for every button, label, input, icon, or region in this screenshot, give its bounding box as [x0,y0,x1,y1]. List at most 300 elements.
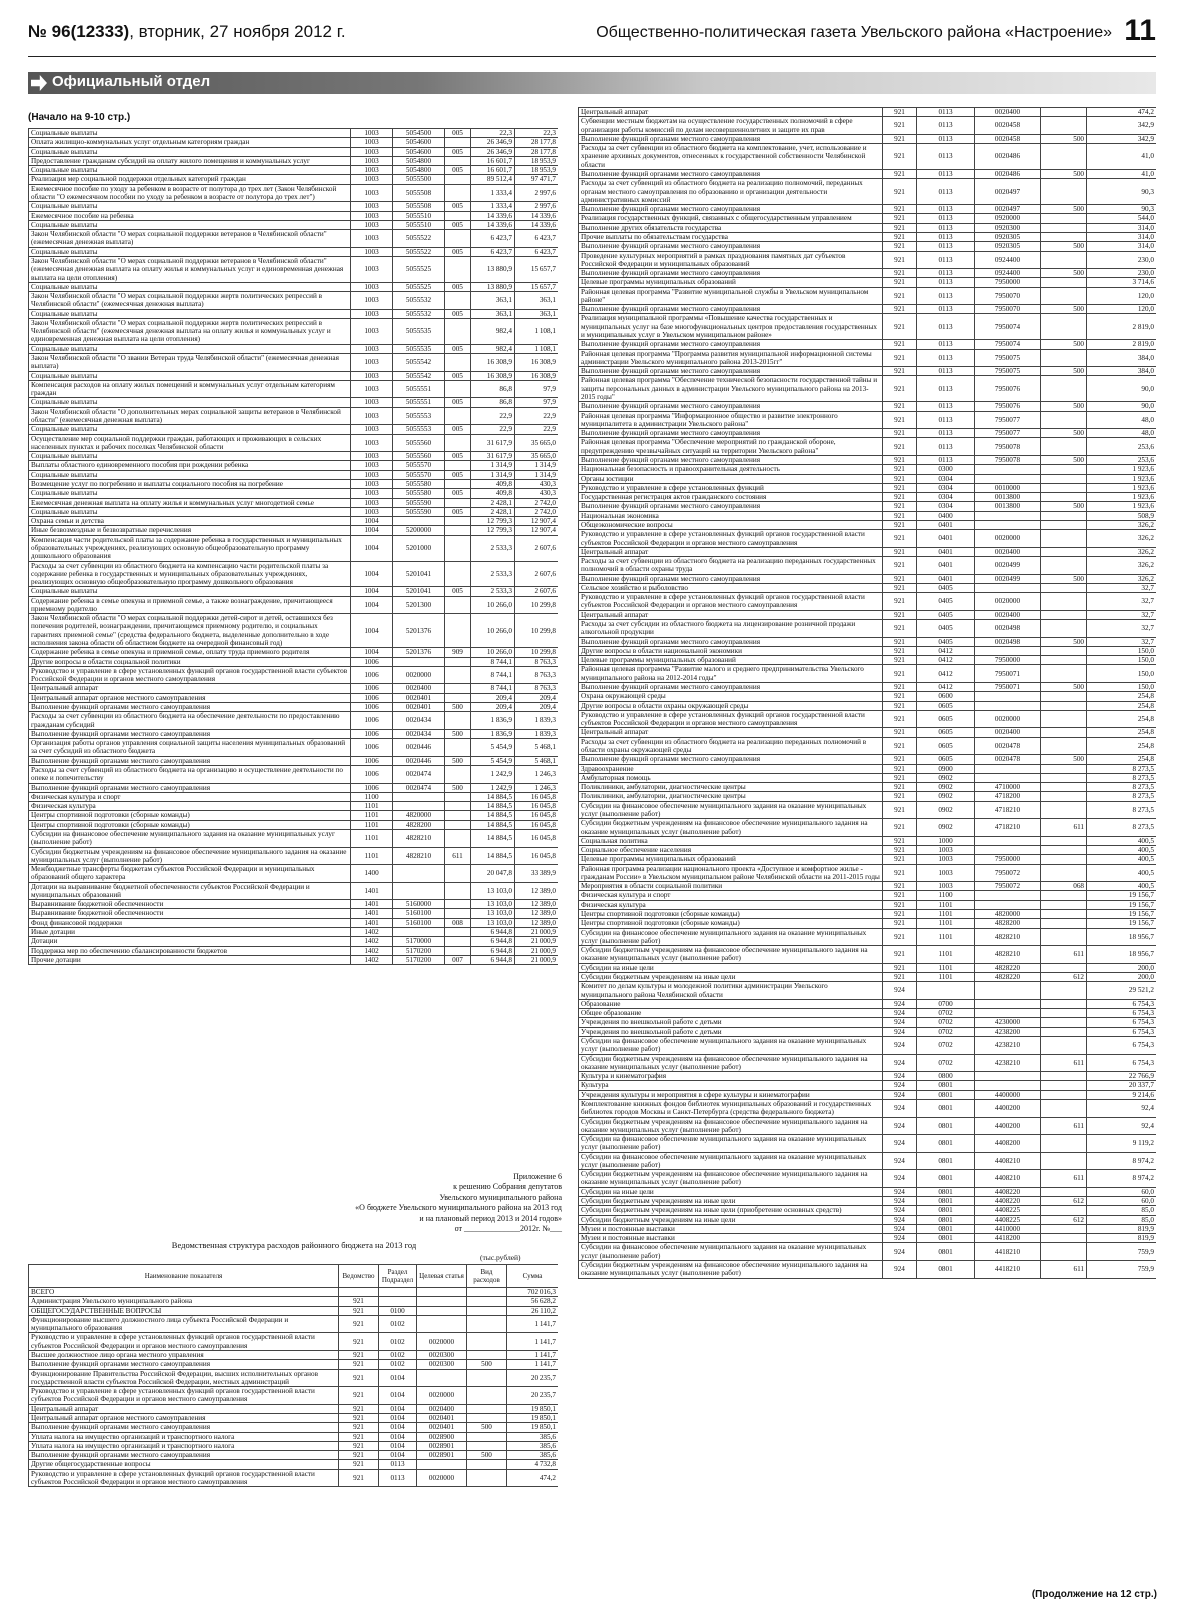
row-label: Образование [579,999,883,1008]
row-cell: 005 [445,398,471,407]
row-cell: 409,8 [471,479,515,488]
row-cell: 1100 [917,891,975,900]
row-cell: 924 [883,1054,917,1072]
row-cell: 12 907,4 [515,526,559,535]
row-cell: 31 617,9 [471,434,515,452]
row-label: Поликлиники, амбулатории, диагностические центры [579,783,883,792]
row-label: Поддержка мер по обеспечению сбалансированности бюджетов [29,946,351,955]
row-cell: 921 [883,710,917,728]
row-cell: 0600 [917,692,975,701]
row-cell [417,1460,467,1469]
row-cell: 41,0 [1087,169,1157,178]
row-cell: 0304 [917,502,975,511]
row-cell: 0401 [917,557,975,575]
row-cell: 430,3 [515,479,559,488]
row-cell: 1003 [351,184,393,202]
table-b-container [578,107,1156,1597]
row-cell: 0020497 [975,179,1041,205]
row-cell: 921 [883,773,917,782]
row-cell: 0412 [917,656,975,665]
row-cell: 921 [883,411,917,429]
row-cell [1041,764,1087,773]
row-cell: 0702 [917,1036,975,1054]
table-row [29,792,559,801]
row-cell: 0920305 [975,232,1041,241]
row-cell: 326,2 [1087,547,1157,556]
row-cell [1041,1243,1087,1261]
row-cell: 209,4 [515,693,559,702]
row-cell: 921 [339,1360,379,1369]
table-row [29,407,559,425]
row-cell: 921 [883,376,917,402]
row-cell: 7950071 [975,683,1041,692]
table-row [29,1469,559,1487]
table-row [579,438,1157,456]
row-label: Районная целевая программа "Развитие муниципальной службы в Увельском муниципальном районе" [579,287,883,305]
row-cell: 0113 [917,232,975,241]
row-cell: 5055590 [393,507,445,516]
table-row [29,865,559,883]
row-cell: 921 [339,1413,379,1422]
row-label: ОБЩЕГОСУДАРСТВЕННЫЕ ВОПРОСЫ [29,1306,339,1315]
row-cell: 924 [883,1072,917,1081]
row-cell: 1400 [351,865,393,883]
row-cell [467,1350,507,1359]
row-cell: 1003 [351,489,393,498]
row-label: Центральный аппарат органов местного самоуправления [29,693,351,702]
table-row [29,507,559,516]
row-cell: 500 [1041,367,1087,376]
row-cell: 0113 [917,242,975,251]
row-cell: 0113 [917,349,975,367]
table-row [579,928,1157,946]
continued-note: (Продолжение на 12 стр.) [1031,1589,1157,1600]
row-cell: 6 754,3 [1087,999,1157,1008]
row-cell: 5055532 [393,292,445,310]
row-cell [445,928,471,937]
table-row [29,1460,559,1469]
row-cell: 5170000 [393,937,445,946]
row-label: Культура и кинематография [579,1072,883,1081]
row-cell: 921 [883,928,917,946]
row-label: Государственная регистрация актов гражданского состояния [579,493,883,502]
row-label: Социальные выплаты [29,398,351,407]
row-cell: 0020401 [417,1423,467,1432]
row-cell: 7950074 [975,314,1041,340]
row-label: Выполнение функций органами местного самоуправления [579,205,883,214]
row-label: Субсидии бюджетным учреждениям на иные цели [579,1215,883,1224]
row-cell: 90,0 [1087,402,1157,411]
row-cell: 500 [1041,455,1087,464]
row-cell: 500 [1041,242,1087,251]
row-cell [975,900,1041,909]
row-cell: 924 [883,1135,917,1153]
row-label: Руководство и управление в сфере установленных функций органов государственной власти субъектов Российской Федерации и органов местного самоуправления [579,530,883,548]
row-cell [1041,710,1087,728]
row-cell: 921 [883,502,917,511]
row-cell [467,1432,507,1441]
row-cell: 1003 [351,220,393,229]
table-row [29,230,559,248]
row-cell: 921 [339,1423,379,1432]
table-row [29,847,559,865]
table-row [579,169,1157,178]
table-row [29,783,559,792]
row-cell: 5201300 [393,596,445,614]
row-cell [1041,846,1087,855]
row-cell: 0102 [379,1315,417,1333]
row-cell: 8 273,5 [1087,792,1157,801]
row-label: Выполнение функций органами местного самоуправления [579,340,883,349]
row-label: Центральный аппарат [579,547,883,556]
row-cell: 0013800 [975,502,1041,511]
row-cell: 16 601,7 [471,166,515,175]
row-cell: 1003 [351,166,393,175]
row-cell: 005 [445,344,471,353]
row-cell: 1003 [351,175,393,184]
table-row [29,344,559,353]
row-cell: 1 242,9 [471,765,515,783]
row-cell: 1402 [351,955,393,964]
table-row [29,937,559,946]
row-cell: 8 763,3 [515,666,559,684]
table-row [29,1451,559,1460]
row-cell: 0020400 [975,108,1041,117]
row-cell: 5055551 [393,380,445,398]
row-label: Центральный аппарат органов местного самоуправления [29,1413,339,1422]
table-row [579,1135,1157,1153]
continued-from-note: (Начало на 9-10 стр.) [28,112,131,123]
row-cell: 5055510 [393,211,445,220]
row-cell: 1003 [917,846,975,855]
row-label: Ежемесячное пособие по уходу за ребенком в возрасте от полутора до трех лет (Закон Челябинской области "О ежемесячном пособии по уходу за ребенком в возрасте от полутора до трех лет") [29,184,351,202]
row-label: Руководство и управление в сфере установленных функций органов государственной власти субъектов Российской Федерации и органов местного самоуправления [29,1469,339,1487]
row-cell: 924 [883,1152,917,1170]
row-cell: 1 141,7 [507,1360,559,1369]
appendix-line: Приложение 6 [513,1172,562,1181]
row-cell: 1003 [917,855,975,864]
row-cell: 0405 [917,637,975,646]
row-cell: 921 [883,701,917,710]
row-cell: 0113 [917,411,975,429]
row-cell: 924 [883,999,917,1008]
row-label: Субсидии бюджетным учреждениям на финансовое обеспечение муниципального задания на оказание муниципальных услуг (выполнение работ) [579,1170,883,1188]
row-cell: 5055560 [393,434,445,452]
row-cell [393,802,445,811]
row-cell: 500 [1041,574,1087,583]
table-row [29,1387,559,1405]
row-cell: 924 [883,1027,917,1036]
table-row [29,256,559,282]
row-label: Руководство и управление в сфере установленных функций органов государственной власти субъектов Российской Федерации и органов местного самоуправления [579,710,883,728]
row-cell [445,292,471,310]
row-cell: 1 923,6 [1087,493,1157,502]
row-cell [467,1369,507,1387]
row-cell: 0020400 [393,684,445,693]
row-cell: 0605 [917,710,975,728]
row-cell: 4408220 [975,1187,1041,1196]
row-cell: 0605 [917,701,975,710]
row-label: Районная целевая программа "Обеспечение мероприятий по гражданской обороне, предупреждению чрезвычайных ситуаций на территории Увельского района" [579,438,883,456]
row-cell: 1003 [351,498,393,507]
row-cell: 500 [445,703,471,712]
row-cell: 924 [883,1224,917,1233]
table-row [29,729,559,738]
row-cell: 1006 [351,783,393,792]
row-cell: 0020400 [417,1404,467,1413]
row-cell: 921 [339,1297,379,1306]
table-row [579,1072,1157,1081]
row-cell [467,1297,507,1306]
row-cell: 921 [883,117,917,135]
row-cell: 0605 [917,737,975,755]
row-cell: 1100 [351,792,393,801]
row-cell: 2 533,3 [471,561,515,587]
row-cell [1041,557,1087,575]
row-cell: 921 [883,214,917,223]
row-cell: 4828210 [393,829,445,847]
row-cell [1041,179,1087,205]
row-cell: 1003 [917,864,975,882]
table-row [29,452,559,461]
row-cell: 1101 [917,963,975,972]
row-cell: 0113 [917,305,975,314]
row-cell [445,811,471,820]
masthead [28,14,1156,54]
row-cell: 921 [883,783,917,792]
row-label: Возмещение услуг по погребению и выплаты социального пособия на погребение [29,479,351,488]
row-cell: 005 [445,452,471,461]
row-label: Межбюджетные трансферты бюджетам субъектов Российской Федерации и муниципальных образований общего характера [29,865,351,883]
row-cell: 4230000 [975,1018,1041,1027]
row-cell: 0104 [379,1451,417,1460]
row-label: Выполнение функций органами местного самоуправления [579,402,883,411]
row-cell: 0801 [917,1152,975,1170]
row-cell: 611 [1041,946,1087,964]
row-cell: 0113 [379,1460,417,1469]
row-label: Культура [579,1081,883,1090]
row-cell: 5055580 [393,489,445,498]
row-cell: 28 177,8 [515,138,559,147]
row-cell: 12 389,0 [515,900,559,909]
row-cell: 32,7 [1087,610,1157,619]
row-cell [445,434,471,452]
row-label: Другие общегосударственные вопросы [29,1460,339,1469]
row-label: Расходы за счет субвенции из областного бюджета на компенсацию части родительской платы за содержание ребенка в государственных и муниципальных образовательных учреждениях, реализующих основную общеобразовательную программу дошкольного образования [29,561,351,587]
row-cell: 5055525 [393,256,445,282]
row-cell: 5055522 [393,230,445,248]
row-cell: 1 836,9 [471,729,515,738]
row-cell: 13 103,0 [471,900,515,909]
row-cell: 1101 [917,928,975,946]
row-cell: 26 110,2 [507,1306,559,1315]
row-cell: 921 [883,429,917,438]
row-label: Выполнение функций органами местного самоуправления [29,1451,339,1460]
row-cell [975,692,1041,701]
row-cell: 500 [1041,134,1087,143]
row-cell: 005 [445,247,471,256]
row-cell [445,802,471,811]
row-label: Социальные выплаты [29,507,351,516]
row-cell [445,739,471,757]
row-cell: 1 839,3 [515,712,559,730]
row-cell: 10 299,8 [515,614,559,648]
row-cell: 0020478 [975,755,1041,764]
row-cell: 005 [445,166,471,175]
row-cell: 921 [883,455,917,464]
row-cell: 14 339,6 [471,211,515,220]
row-cell: 5201376 [393,614,445,648]
row-cell: 32,7 [1087,593,1157,611]
row-cell [393,657,445,666]
row-cell: 005 [445,587,471,596]
row-cell: 0020000 [417,1469,467,1487]
row-cell: 19 156,7 [1087,910,1157,919]
row-label: Субсидии бюджетным учреждениям на финансовое обеспечение муниципального задания на оказание муниципальных услуг (выполнение работ) [579,1054,883,1072]
section-banner [28,72,1156,94]
row-label: Компенсация расходов на оплату жилых помещений и коммунальных услуг отдельным категориям граждан [29,380,351,398]
row-cell [1041,483,1087,492]
row-label: Расходы за счет субвенции из областного бюджета на реализацию переданных полномочий в области охраны окружающей среды [579,737,883,755]
row-cell: 5055508 [393,202,445,211]
table-row [29,955,559,964]
row-cell: 363,1 [471,292,515,310]
row-cell: 400,5 [1087,855,1157,864]
row-cell: 819,9 [1087,1234,1157,1243]
row-label: Субсидии бюджетным учреждениям на иные цели [579,973,883,982]
row-cell: 0920300 [975,223,1041,232]
row-cell [1041,891,1087,900]
row-cell: 500 [1041,683,1087,692]
row-cell: 5055508 [393,184,445,202]
row-cell: 0020401 [417,1413,467,1422]
row-cell: 1004 [351,535,393,561]
row-cell [393,792,445,801]
row-cell: 924 [883,1187,917,1196]
row-cell: 921 [883,900,917,909]
row-label: Расходы за счет субвенций из областного бюджета на реализацию полномочий, переданных органам местного самоуправления по образованию и организации деятельности административных комиссий [579,179,883,205]
row-cell: 22,9 [471,407,515,425]
row-cell [1041,836,1087,845]
table-row [579,692,1157,701]
row-cell: 0113 [917,251,975,269]
row-cell [417,1315,467,1333]
table-row [29,156,559,165]
row-cell [1041,1152,1087,1170]
row-cell: 363,1 [515,292,559,310]
row-cell: 5054600 [393,147,445,156]
table-row [579,223,1157,232]
row-cell: 500 [1041,169,1087,178]
table-row [579,1036,1157,1054]
row-cell: 921 [883,855,917,864]
row-cell: 921 [883,919,917,928]
row-cell: 8 763,3 [515,657,559,666]
row-cell: 611 [1041,1054,1087,1072]
table-row [579,801,1157,819]
row-cell [445,792,471,801]
row-cell: 342,9 [1087,117,1157,135]
row-label: Реализация мер социальной поддержки отдельных категорий граждан [29,175,351,184]
row-cell [1041,1099,1087,1117]
row-cell: 1 923,6 [1087,474,1157,483]
row-label: Выполнение функций органами местного самоуправления [579,269,883,278]
row-cell: 1003 [351,129,393,138]
row-label: Функционирование Правительства Российской Федерации, высших исполнительных органов государственной власти субъектов Российской Федерации, местных администраций [29,1369,339,1387]
row-label: Центры спортивной подготовки (сборные команды) [579,919,883,928]
table-row [579,973,1157,982]
row-label: Субсидии бюджетным учреждениям на финансовое обеспечение муниципального задания на оказание муниципальных услуг (выполнение работ) [579,819,883,837]
row-cell: 20 235,7 [507,1369,559,1387]
row-cell: 0020000 [393,666,445,684]
row-label: Субсидии на финансовое обеспечение муниципального задания на оказание муниципальных услуг (выполнение работ) [579,928,883,946]
row-cell [393,865,445,883]
row-label: Социальная политика [579,836,883,845]
row-cell: 2 607,6 [515,535,559,561]
row-cell: 14 884,5 [471,811,515,820]
row-cell: 1 246,3 [515,783,559,792]
row-label: Расходы за счет субвенции из областного бюджета на комплектование, учет, использование и хранение архивных документов, отнесенных к государственной собственности Челябинской области [579,144,883,170]
row-label: Субсидии на иные цели [579,1187,883,1196]
row-cell [917,982,975,1000]
row-cell: 14 884,5 [471,802,515,811]
row-cell: 0405 [917,583,975,592]
row-cell: 0113 [917,376,975,402]
row-cell: 0020000 [975,593,1041,611]
row-cell: 5055535 [393,344,445,353]
row-label: Субсидии бюджетным учреждениям на финансовое обеспечение муниципального задания на оказание муниципальных услуг (выполнение работ) [29,847,351,865]
row-cell: 921 [883,574,917,583]
row-cell [1041,801,1087,819]
row-cell [1041,792,1087,801]
row-cell [1041,251,1087,269]
table-row [579,1197,1157,1206]
table-row [29,175,559,184]
row-cell: 5055542 [393,371,445,380]
row-cell [1041,1027,1087,1036]
table-row [579,1099,1157,1117]
table-row [29,354,559,372]
row-label: Выравнивание бюджетной обеспеченности [29,909,351,918]
issue-info [28,22,346,42]
row-label: Районная целевая программа "Информационное общество и развитие электронного муниципалитета в администрации Увельского района" [579,411,883,429]
row-cell: 921 [883,846,917,855]
table-row [29,282,559,291]
row-label: Выполнение функций органами местного самоуправления [579,683,883,692]
row-cell: 120,0 [1087,287,1157,305]
row-cell: 5055560 [393,452,445,461]
row-cell: 1 242,9 [471,783,515,792]
row-cell: 1101 [351,802,393,811]
row-cell: 4718210 [975,819,1041,837]
row-cell: 5054600 [393,138,445,147]
row-cell: 342,9 [1087,134,1157,143]
row-cell: 921 [883,646,917,655]
row-cell [975,520,1041,529]
issue-date: , вторник, 27 ноября 2012 г. [129,22,346,41]
row-cell [445,230,471,248]
row-cell: 500 [1041,402,1087,411]
appendix-line: Увельского муниципального района [439,1192,562,1202]
row-cell: 005 [445,371,471,380]
row-cell: 0801 [917,1090,975,1099]
table-row [29,211,559,220]
row-cell: 612 [1041,973,1087,982]
row-cell: 6 754,3 [1087,1054,1157,1072]
row-cell [1041,900,1087,909]
row-cell: 5201041 [393,561,445,587]
row-cell: 921 [883,819,917,837]
